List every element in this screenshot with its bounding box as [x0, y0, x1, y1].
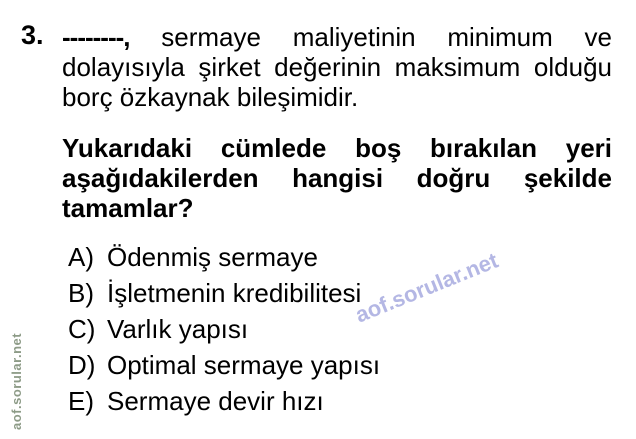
option-text-c: Varlık yapısı [107, 314, 249, 344]
question-body-text: sermaye maliyetinin minimum ve dolayısıyla şirket değerinin maksimum olduğu borç özkaynak bileşimidir. [62, 22, 612, 112]
option-text-e: Sermaye devir hızı [107, 386, 324, 416]
option-row-b [68, 278, 380, 308]
question-prompt: Yukarıdaki cümlede boş bırakılan yeri aşağıdakilerden hangisi doğru şekilde tamamlar? [62, 133, 612, 223]
option-label-c: C) [68, 314, 96, 344]
option-text-a: Ödenmiş sermaye [107, 242, 318, 272]
vertical-watermark: aof.sorular.net [9, 332, 24, 430]
option-text-b: İşletmenin kredibilitesi [107, 278, 362, 308]
question-number: 3. [21, 20, 44, 50]
options-list [68, 242, 380, 422]
blank-placeholder: --------, [62, 22, 130, 52]
option-row-c [68, 314, 380, 344]
question-body [62, 22, 612, 112]
option-row-d [68, 350, 380, 380]
option-label-e: E) [68, 386, 94, 416]
diagonal-watermark: aof.sorular.net [351, 247, 502, 328]
option-row-e [68, 386, 380, 416]
option-text-d: Optimal sermaye yapısı [107, 350, 381, 380]
option-row-a [68, 242, 380, 272]
option-label-a: A) [68, 242, 94, 272]
option-label-b: B) [68, 278, 94, 308]
option-label-d: D) [68, 350, 96, 380]
